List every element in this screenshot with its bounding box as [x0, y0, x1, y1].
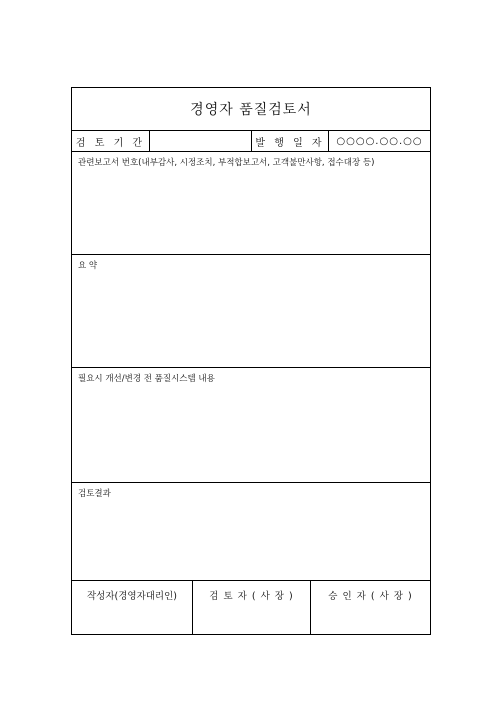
related-reports-section[interactable] — [72, 152, 430, 255]
summary-label: 요 약 — [78, 261, 98, 271]
issue-date-label: 발 행 일 자 — [252, 131, 329, 151]
review-result-section[interactable] — [72, 483, 430, 581]
reviewer-signature-cell[interactable] — [193, 581, 311, 634]
review-result-label: 검토결과 — [78, 489, 111, 499]
improvement-label: 필요시 개선/변경 전 품질시스템 내용 — [78, 374, 215, 384]
summary-section[interactable] — [72, 255, 430, 368]
improvement-section[interactable] — [72, 368, 430, 483]
signature-row — [72, 581, 430, 634]
related-reports-label: 관련보고서 번호(내부감사, 시정조치, 부적합보고서, 고객불만사항, 접수대장 등) — [78, 158, 375, 168]
meta-row — [72, 131, 430, 152]
quality-review-form — [71, 87, 431, 635]
form-title-text: 경영자 품질검토서 — [190, 102, 312, 118]
form-title — [72, 88, 430, 131]
review-period-label: 검 토 기 간 — [72, 131, 150, 151]
reviewer-label: 검 토 자 ( 사 장 ) — [209, 591, 294, 602]
approver-signature-cell[interactable] — [311, 581, 430, 634]
issue-date-field[interactable]: ○○○○.○○.○○ — [336, 135, 423, 147]
author-signature-cell[interactable] — [72, 581, 193, 634]
author-label: 작성자(경영자대리인) — [86, 591, 177, 602]
approver-label: 승 인 자 ( 사 장 ) — [328, 591, 413, 602]
review-period-field[interactable] — [150, 131, 252, 151]
